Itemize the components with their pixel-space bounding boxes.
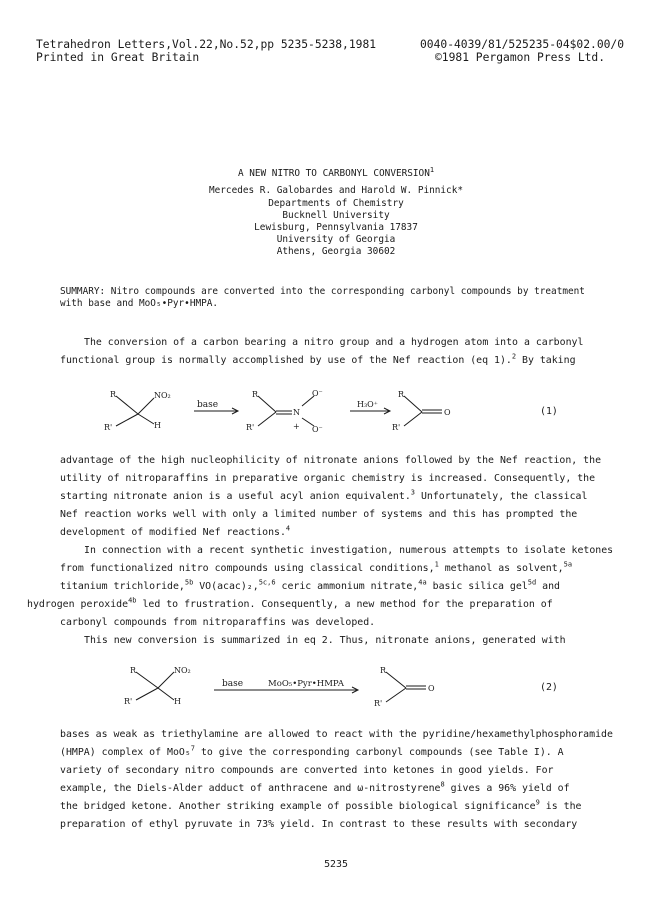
affiliation-city2: Athens, Georgia 30602 [276, 246, 396, 257]
eq2-o-label: O [428, 684, 435, 693]
affiliation-univ1: Bucknell University [282, 210, 390, 221]
eq1-number: (1) [540, 406, 558, 417]
eq1-ominus2-label: O⁻ [312, 425, 323, 434]
eq2-rprime-label: R' [124, 697, 133, 706]
p1-line3: starting nitronate anion is a useful acyl anion equivalent.$^3$ Unfortunately, the classical [60, 488, 588, 502]
eq2-bond-r [136, 672, 158, 688]
p3-line1: bases as weak as triethylamine are allowed to react with the pyridine/hexamethylphosphoramide [60, 729, 613, 740]
p3-line3: variety of secondary nitro compounds are converted into ketones in good yields. For [60, 765, 554, 776]
p1-line4: Nef reaction works well with only a limited number of systems and this has prompted the [60, 509, 578, 520]
eq1-no2-label: NO₂ [154, 391, 171, 400]
eq1-r2-label: R [252, 390, 259, 399]
summary-line1: SUMMARY: Nitro compounds are converted into the corresponding carbonyl compounds by treatment [60, 286, 585, 297]
eq1-rprime-label: R' [104, 423, 113, 432]
eq1-bond-rprime3 [404, 412, 422, 426]
eq1-bond-r3 [404, 396, 422, 412]
eq1-n-label: N [293, 408, 300, 417]
eq1-bond-r [116, 396, 138, 414]
journal-citation: Tetrahedron Letters,Vol.22,No.52,pp 5235-5238,1981 [36, 38, 377, 51]
eq1-rprime3-label: R' [392, 423, 401, 432]
summary-line2: with base and MoO₅•Pyr•HMPA. [60, 298, 219, 309]
intro-line2: functional group is normally accomplished by use of the Nef reaction (eq 1).$^2$ By taking [60, 352, 576, 366]
p1-line1: advantage of the high nucleophilicity of nitronate anions followed by the Nef reaction, the [60, 455, 602, 466]
equation-2-scheme [120, 660, 560, 712]
p2-line4: hydrogen peroxide$^{4b}$ led to frustration. Consequently, a new method for the preparation of [27, 596, 553, 610]
eq1-r-label: R [110, 390, 117, 399]
article-code: 0040-4039/81/525235-04$02.00/0 [420, 38, 625, 51]
p3-line4: example, the Diels-Alder adduct of anthracene and ω-nitrostyrene$^8$ gives a 96% yield of [60, 780, 570, 794]
eq1-base-label: base [197, 400, 219, 410]
eq1-ominus1-label: O⁻ [312, 389, 323, 398]
authors: Mercedes R. Galobardes and Harold W. Pinnick* [209, 185, 463, 196]
eq1-h3o-label: H₃O⁺ [357, 400, 378, 409]
eq1-r3-label: R [398, 390, 405, 399]
eq2-h-label: H [174, 697, 181, 706]
copyright: ©1981 Pergamon Press Ltd. [435, 51, 606, 64]
page-title: A NEW NITRO TO CARBONYL CONVERSION$^1$ [237, 165, 435, 179]
eq1-bond-h [138, 414, 154, 424]
intro-line1: The conversion of a carbon bearing a nitro group and a hydrogen atom into a carbonyl [84, 337, 584, 348]
equation-1-scheme [100, 384, 560, 440]
p3-line6: preparation of ethyl pyruvate in 73% yield. In contrast to these results with secondary [60, 819, 578, 830]
p3-line2: (HMPA) complex of MoO₅$^7$ to give the corresponding carbonyl compounds (see Table I). A [60, 744, 564, 758]
eq2-bond-h [158, 688, 174, 700]
eq2-r-label: R [130, 666, 137, 675]
eq1-bond-rprime2 [258, 412, 276, 426]
eq1-bond-no2 [138, 398, 154, 414]
p2-line2: from functionalized nitro compounds using classical conditions,$^1$ methanol as solvent,$^{5a}$ [60, 560, 573, 574]
eq2-bond-r2 [386, 672, 406, 688]
page-number: 5235 [324, 859, 348, 870]
p1-line2: utility of nitroparaffins in preparative organic chemistry is increased. Consequently, the [60, 473, 596, 484]
eq2-bond-rprime [136, 688, 158, 700]
eq1-bond-r2 [258, 396, 276, 412]
eq2-no2-label: NO₂ [174, 666, 191, 675]
eq2-rprime2-label: R' [374, 699, 383, 708]
affiliation-univ2: University of Georgia [276, 234, 396, 245]
eq2-base-label: base [222, 679, 244, 689]
eq2-r2-label: R [380, 666, 387, 675]
eq1-plus-label: + [293, 422, 300, 431]
p1-line5: development of modified Nef reactions.$^4$ [60, 524, 291, 538]
eq1-h-label: H [154, 421, 161, 430]
p2-line6: This new conversion is summarized in eq 2. Thus, nitronate anions, generated with [84, 635, 566, 646]
eq2-bond-rprime2 [386, 688, 406, 702]
affiliation-city1: Lewisburg, Pennsylvania 17837 [254, 222, 418, 233]
eq2-bond-no2 [158, 672, 174, 688]
p2-line5: carbonyl compounds from nitroparaffins was developed. [60, 617, 376, 628]
eq1-bond-rprime [116, 414, 138, 426]
eq1-o-label: O [444, 408, 451, 417]
p2-line3: titanium trichloride,$^{5b}$ VO(acac)₂,$^{5c,6}$ ceric ammonium nitrate,$^{4a}$ basic silica gel$^{5d}$ and [60, 578, 560, 592]
printed-in: Printed in Great Britain [36, 51, 200, 64]
affiliation-dept: Departments of Chemistry [268, 198, 404, 209]
p3-line5: the bridged ketone. Another striking example of possible biological significance$^9$ is the [60, 798, 582, 812]
eq2-number: (2) [540, 682, 558, 693]
eq1-rprime2-label: R' [246, 423, 255, 432]
eq2-reagent-label: MoO₅•Pyr•HMPA [268, 679, 345, 689]
p2-line1: In connection with a recent synthetic investigation, numerous attempts to isolate ketones [84, 545, 614, 556]
